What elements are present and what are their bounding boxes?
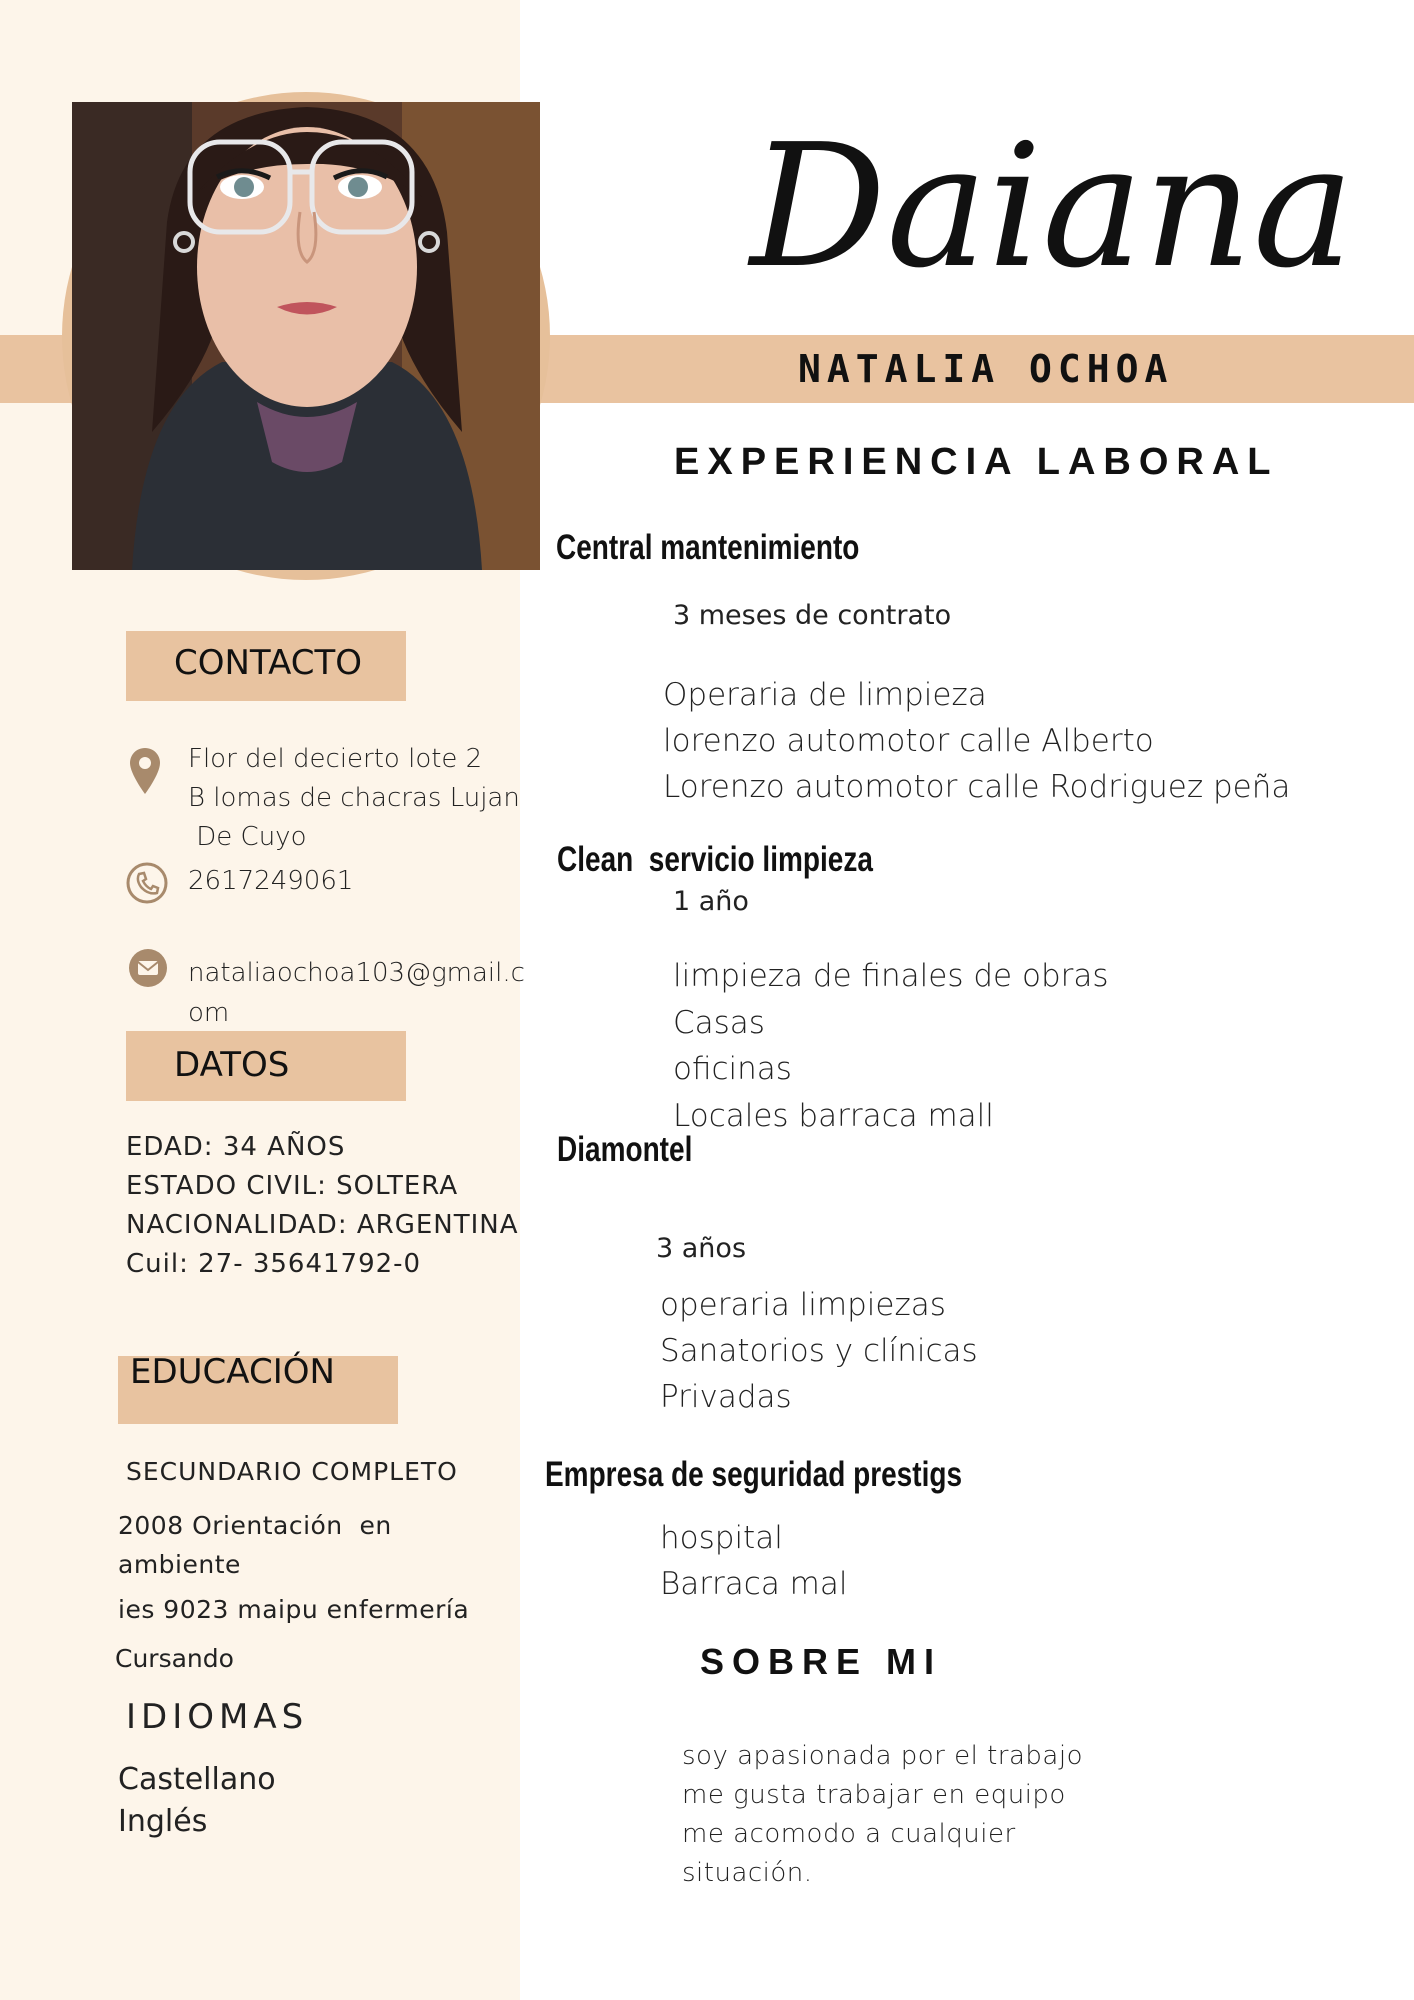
- job-title: Empresa de seguridad prestigs: [545, 1455, 963, 1494]
- profile-photo: [72, 102, 540, 570]
- job-details: [660, 1515, 847, 1607]
- datos-line: EDAD: 34 AÑOS: [126, 1132, 346, 1162]
- datos-heading-box: [126, 1031, 406, 1101]
- datos-list: [126, 1128, 519, 1284]
- education-line: ambiente: [118, 1550, 241, 1579]
- job-title: Diamontel: [557, 1130, 693, 1169]
- about-line: situación.: [682, 1858, 813, 1888]
- job-details: [663, 672, 1290, 810]
- education-line: ies 9023 maipu enfermería: [118, 1595, 470, 1624]
- job-details: [673, 953, 1109, 1139]
- job-duration: 1 año: [673, 886, 749, 917]
- datos-heading: DATOS: [174, 1045, 290, 1085]
- job-detail-line: operaria limpiezas: [660, 1287, 946, 1323]
- contact-heading: CONTACTO: [174, 643, 362, 683]
- about-text: [682, 1737, 1083, 1893]
- datos-line: ESTADO CIVIL: SOLTERA: [126, 1171, 459, 1201]
- email: [188, 953, 525, 1033]
- location-pin-icon: [128, 746, 162, 796]
- education-level: SECUNDARIO COMPLETO: [126, 1457, 458, 1486]
- education-heading-box: [118, 1352, 398, 1424]
- education-detail: [118, 1506, 392, 1584]
- language-item: Castellano: [118, 1762, 276, 1797]
- datos-line: Cuil: 27- 35641792-0: [126, 1249, 422, 1279]
- education-heading: EDUCACIÓN: [130, 1352, 335, 1392]
- language-item: Inglés: [118, 1804, 208, 1839]
- job-detail-line: lorenzo automotor calle Alberto: [663, 723, 1154, 759]
- email-line: om: [188, 998, 230, 1028]
- first-name-text: Daiana: [750, 108, 1355, 306]
- job-detail-line: hospital: [660, 1520, 783, 1556]
- about-heading: SOBRE MI: [700, 1641, 943, 1682]
- job-details: [660, 1282, 978, 1420]
- address-line: B lomas de chacras Lujan: [188, 783, 520, 813]
- job-detail-line: Sanatorios y clínicas: [660, 1333, 978, 1369]
- job-title: Central mantenimiento: [556, 528, 860, 567]
- languages-heading: IDIOMAS: [126, 1697, 309, 1737]
- phone-number: 2617249061: [188, 866, 354, 896]
- first-name-script: [740, 80, 1355, 340]
- about-line: me gusta trabajar en equipo: [682, 1780, 1066, 1810]
- about-line: me acomodo a cualquier: [682, 1819, 1016, 1849]
- education-line: 2008 Orientación en: [118, 1511, 392, 1540]
- address-line: Flor del decierto lote 2: [188, 744, 483, 774]
- experience-heading: EXPERIENCIA LABORAL: [674, 441, 1279, 483]
- phone-icon: [126, 862, 168, 904]
- job-duration: 3 meses de contrato: [673, 600, 952, 631]
- last-name: NATALIA OCHOA: [798, 347, 1174, 391]
- job-detail-line: Privadas: [660, 1379, 792, 1415]
- about-line: soy apasionada por el trabajo: [682, 1741, 1083, 1771]
- education-line: Cursando: [115, 1644, 234, 1673]
- job-detail-line: Lorenzo automotor calle Rodriguez peña: [663, 769, 1291, 805]
- job-detail-line: Operaria de limpieza: [663, 677, 987, 713]
- languages-list: [118, 1759, 276, 1843]
- job-detail-line: Locales barraca mall: [673, 1097, 994, 1134]
- job-detail-line: limpieza de finales de obras: [673, 958, 1109, 994]
- job-detail-line: oficinas: [673, 1051, 792, 1087]
- job-title: Clean servicio limpieza: [557, 840, 873, 879]
- email-icon: [128, 948, 168, 988]
- email-line: nataliaochoa103@gmail.c: [188, 958, 525, 988]
- datos-line: NACIONALIDAD: ARGENTINA: [126, 1210, 519, 1240]
- address-line: De Cuyo: [188, 822, 307, 852]
- job-duration: 3 años: [656, 1233, 747, 1264]
- contact-heading-box: [126, 631, 406, 701]
- job-detail-line: Barraca mal: [660, 1566, 848, 1602]
- address: [188, 740, 520, 857]
- job-detail-line: Casas: [673, 1004, 765, 1041]
